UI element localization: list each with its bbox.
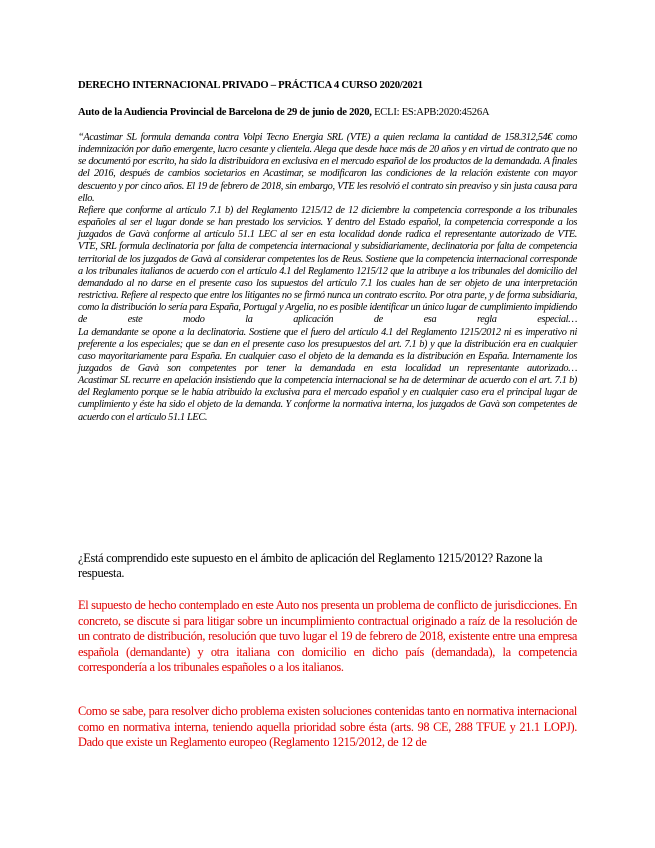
quote-paragraph: Refiere que conforme al artículo 7.1 b) del Reglamento 1215/12 de 12 diciembre la competencia corresponde a los tribunales españoles al ser el lugar donde se han prestado los servicios. Y dentro del Estado español, la competencia corresponde a los juzgados de Gavà conforme al artículo 51.1 LEC al ser en esta localidad donde radica el representante autorizado de VTE.: [78, 204, 577, 241]
quote-paragraph: VTE, SRL formula declinatoria por falta de competencia internacional y subsidiariamente, declinatoria por falta de competencia territorial de los juzgados de Gavà al considerar competentes los de Reus. Sostiene que la competencia internacional corresponde a los tribunales italianos de acuerdo con el artículo 4.1 del Reglamento 1215/12 que la atribuye a los tribunales del domicilio del demandado al no darse en el presente caso los supuestos del artículo 7.1 los cuales han de ser objeto de una interpretación restrictiva. Refiere al respecto que entre los litigantes no se firmó nunca un contrato escrito. Por otra parte, y de forma subsidiaria, como la distribución lo sería para España, Portugal y Argelia, no es posible identificar un único lugar de cumplimiento impidiendo de este modo la aplicación de esa regla especial…: [78, 241, 577, 326]
quote-paragraph: Acastimar SL recurre en apelación insistiendo que la competencia internacional se ha de determinar de acuerdo con el art. 7.1 b) del Reglamento porque se le había atribuido la exclusiva para el mercado español y en cualquier caso era el principal lugar de cumplimiento y éste ha sido el objeto de la demanda. Y conforme la normativa interna, los juzgados de Gavà son competentes de acuerdo con el artículo 51.1 LEC.: [78, 375, 577, 423]
case-quote: [78, 132, 577, 424]
question-text: ¿Está comprendido este supuesto en el ámbito de aplicación del Reglamento 1215/2012? Razone la respuesta.: [78, 551, 543, 581]
answer-paragraph: Como se sabe, para resolver dicho problema existen soluciones contenidas tanto en normativa internacional como en normativa interna, teniendo aquella prioridad sobre ésta (arts. 98 CE, 288 TFUE y 21.1 LOPJ). Dado que existe un Reglamento europeo (Reglamento 1215/2012, de 12 de: [78, 704, 577, 750]
document-title: DERECHO INTERNACIONAL PRIVADO – PRÁCTICA 4 CURSO 2020/2021: [78, 80, 423, 91]
answer-paragraph: El supuesto de hecho contemplado en este Auto nos presenta un problema de conflicto de jurisdicciones. En concreto, se discute si para litigar sobre un incumplimiento contractual originado a raíz de la resolución de un contrato de distribución, resolución que tuvo lugar el 19 de febrero de 2018, existente entre una empresa española (demandante) y otra italiana con domicilio en dicho país (demandada), la competencia correspondería a los tribunales españoles o a los italianos.: [78, 598, 577, 675]
quote-paragraph: La demandante se opone a la declinatoria. Sostiene que el fuero del artículo 4.1 del Reglamento 1215/2012 ni es imperativo ni preferente a los especiales; que se dan en el presente caso los presupuestos del art. 7.1 b) y que la distribución era en cualquier caso mayoritariamente para España. En cualquier caso el objeto de la demanda es la distribución en España. Internamente los juzgados de Gavà son competentes por tener la demandada en esta localidad un representante autorizado…: [78, 326, 577, 374]
auto-reference: [78, 106, 577, 119]
quote-paragraph: “Acastimar SL formula demanda contra Volpi Tecno Energia SRL (VTE) a quien reclama la cantidad de 158.312,54€ como indemnización por daño emergente, lucro cesante y clientela. Alega que desde hace más de 20 años y en virtud de contrato que no se documentó por escrito, ha sido la distribuidora en exclusiva en el mercado español de los productos de la demandada. A finales del 2016, después de cambios societarios en Acastimar, se modificaron las condiciones de la relación existente con mayor descuento y por cinco años. El 19 de febrero de 2018, sin embargo, VTE les resolvió el contrato sin preaviso y sin justa causa para ello.: [78, 132, 577, 204]
auto-citation: Auto de la Audiencia Provincial de Barcelona de 29 de junio de 2020,: [78, 107, 372, 118]
ecli-code: ECLI: ES:APB:2020:4526A: [371, 107, 490, 118]
